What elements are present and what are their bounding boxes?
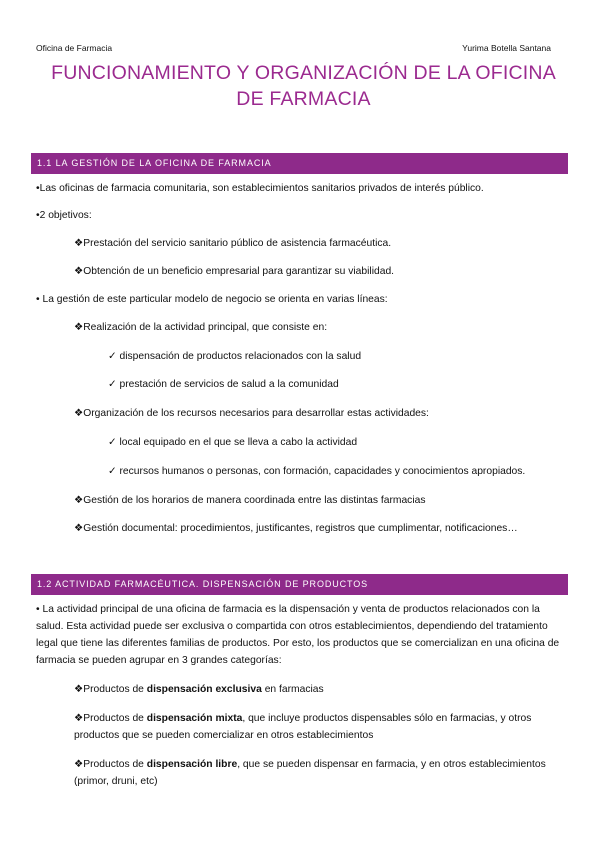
title-line-1: FUNCIONAMIENTO Y ORGANIZACIÓN DE LA OFICINA (51, 62, 556, 84)
category-free: ❖Productos de dispensación libre, que se pueden dispensar en farmacia, y en otros establecimientos (primor, druni, etc) (74, 759, 546, 787)
bullet-3-2-a: ✓ local equipado en el que se lleva a cabo la actividad (108, 437, 358, 448)
category-mixed: ❖Productos de dispensación mixta, que incluye productos dispensables sólo en farmacias, y otros productos que se pueden comercializar en otros establecimientos (74, 713, 532, 741)
category-exclusive: ❖Productos de dispensación exclusiva en farmacias (74, 684, 324, 695)
bullet-3-2-b: ✓ recursos humanos o personas, con formación, capacidades y conocimientos apropiados. (108, 466, 526, 477)
section-1-heading: 1.1 LA GESTIÓN DE LA OFICINA DE FARMACIA (31, 153, 568, 174)
bullet-3-1-b: ✓ prestación de servicios de salud a la comunidad (108, 379, 339, 390)
bullet-3-3: ❖Gestión de los horarios de manera coordinada entre las distintas farmacias (74, 495, 426, 506)
section-2-intro: • La actividad principal de una oficina de farmacia es la dispensación y venta de productos relacionados con la salud. Esta actividad puede ser exclusiva o compartida con otros establecimientos, dependiendo del tratamiento legal que tiene las diferentes familias de productos. Por esto, los productos que se comercializan en una oficina de farmacia se pueden agrupar en 3 grandes categorías: (36, 604, 560, 666)
bullet-2-2: ❖Obtención de un beneficio empresarial para garantizar su viabilidad. (74, 266, 395, 277)
title-line-2: DE FARMACIA (236, 88, 371, 110)
bullet-3-1: ❖Realización de la actividad principal, que consiste en: (74, 322, 328, 333)
header-right: Yurima Botella Santana (462, 43, 551, 53)
header-left: Oficina de Farmacia (36, 43, 113, 53)
bullet-3-4: ❖Gestión documental: procedimientos, justificantes, registros que cumplimentar, notificaciones… (74, 523, 518, 534)
bullet-3: • La gestión de este particular modelo de negocio se orienta en varias líneas: (36, 294, 388, 305)
bullet-1: •Las oficinas de farmacia comunitaria, son establecimientos sanitarios privados de interés público. (36, 183, 484, 194)
section-2-heading: 1.2 ACTIVIDAD FARMACÉUTICA. DISPENSACIÓN DE PRODUCTOS (31, 574, 568, 595)
bullet-2-1: ❖Prestación del servicio sanitario público de asistencia farmacéutica. (74, 238, 392, 249)
bullet-3-2: ❖Organización de los recursos necesarios para desarrollar estas actividades: (74, 408, 429, 419)
bullet-3-1-a: ✓ dispensación de productos relacionados con la salud (108, 351, 362, 362)
bullet-2: •2 objetivos: (36, 210, 92, 221)
page-title (36, 60, 571, 112)
